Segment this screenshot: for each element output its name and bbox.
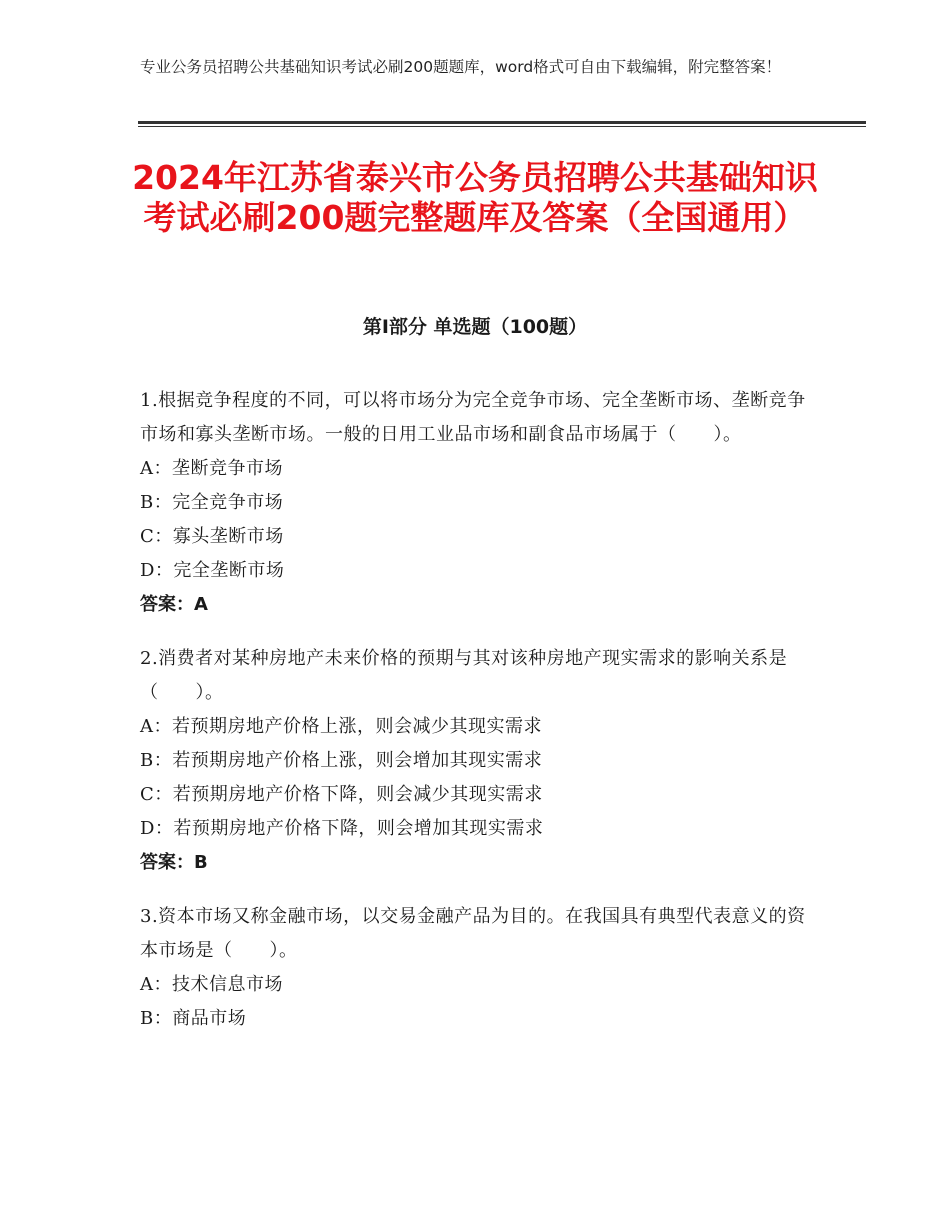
answer: 答案：B [140, 852, 208, 873]
question-1 [140, 384, 810, 622]
option-b: B：完全竞争市场 [140, 492, 284, 513]
answer: 答案：A [140, 594, 208, 615]
question-stem: 3.资本市场又称金融市场，以交易金融产品为目的。在我国具有典型代表意义的资本市场是（ ）。 [140, 906, 806, 961]
option-d: D：完全垄断市场 [140, 560, 285, 581]
question-list [140, 384, 810, 1056]
question-3 [140, 900, 810, 1036]
section-title: 第Ⅰ部分 单选题（100题） [362, 316, 588, 338]
option-b: B：若预期房地产价格上涨，则会增加其现实需求 [140, 750, 543, 771]
option-b: B：商品市场 [140, 1008, 247, 1029]
question-2 [140, 642, 810, 880]
document-title: 2024年江苏省泰兴市公务员招聘公共基础知识考试必刷200题完整题库及答案（全国通用） [132, 158, 818, 237]
option-a: A：若预期房地产价格上涨，则会减少其现实需求 [140, 716, 542, 737]
question-stem: 2.消费者对某种房地产未来价格的预期与其对该种房地产现实需求的影响关系是（ ）。 [140, 648, 788, 703]
question-stem: 1.根据竞争程度的不同，可以将市场分为完全竞争市场、完全垄断市场、垄断竞争市场和寡头垄断市场。一般的日用工业品市场和副食品市场属于（ ）。 [140, 390, 806, 445]
option-d: D：若预期房地产价格下降，则会增加其现实需求 [140, 818, 544, 839]
header-divider [138, 121, 866, 127]
option-c: C：寡头垄断市场 [140, 526, 284, 547]
option-a: A：垄断竞争市场 [140, 458, 283, 479]
option-c: C：若预期房地产价格下降，则会减少其现实需求 [140, 784, 543, 805]
option-a: A：技术信息市场 [140, 974, 283, 995]
header-note: 专业公务员招聘公共基础知识考试必刷200题题库，word格式可自由下载编辑，附完整答案！ [140, 58, 782, 76]
